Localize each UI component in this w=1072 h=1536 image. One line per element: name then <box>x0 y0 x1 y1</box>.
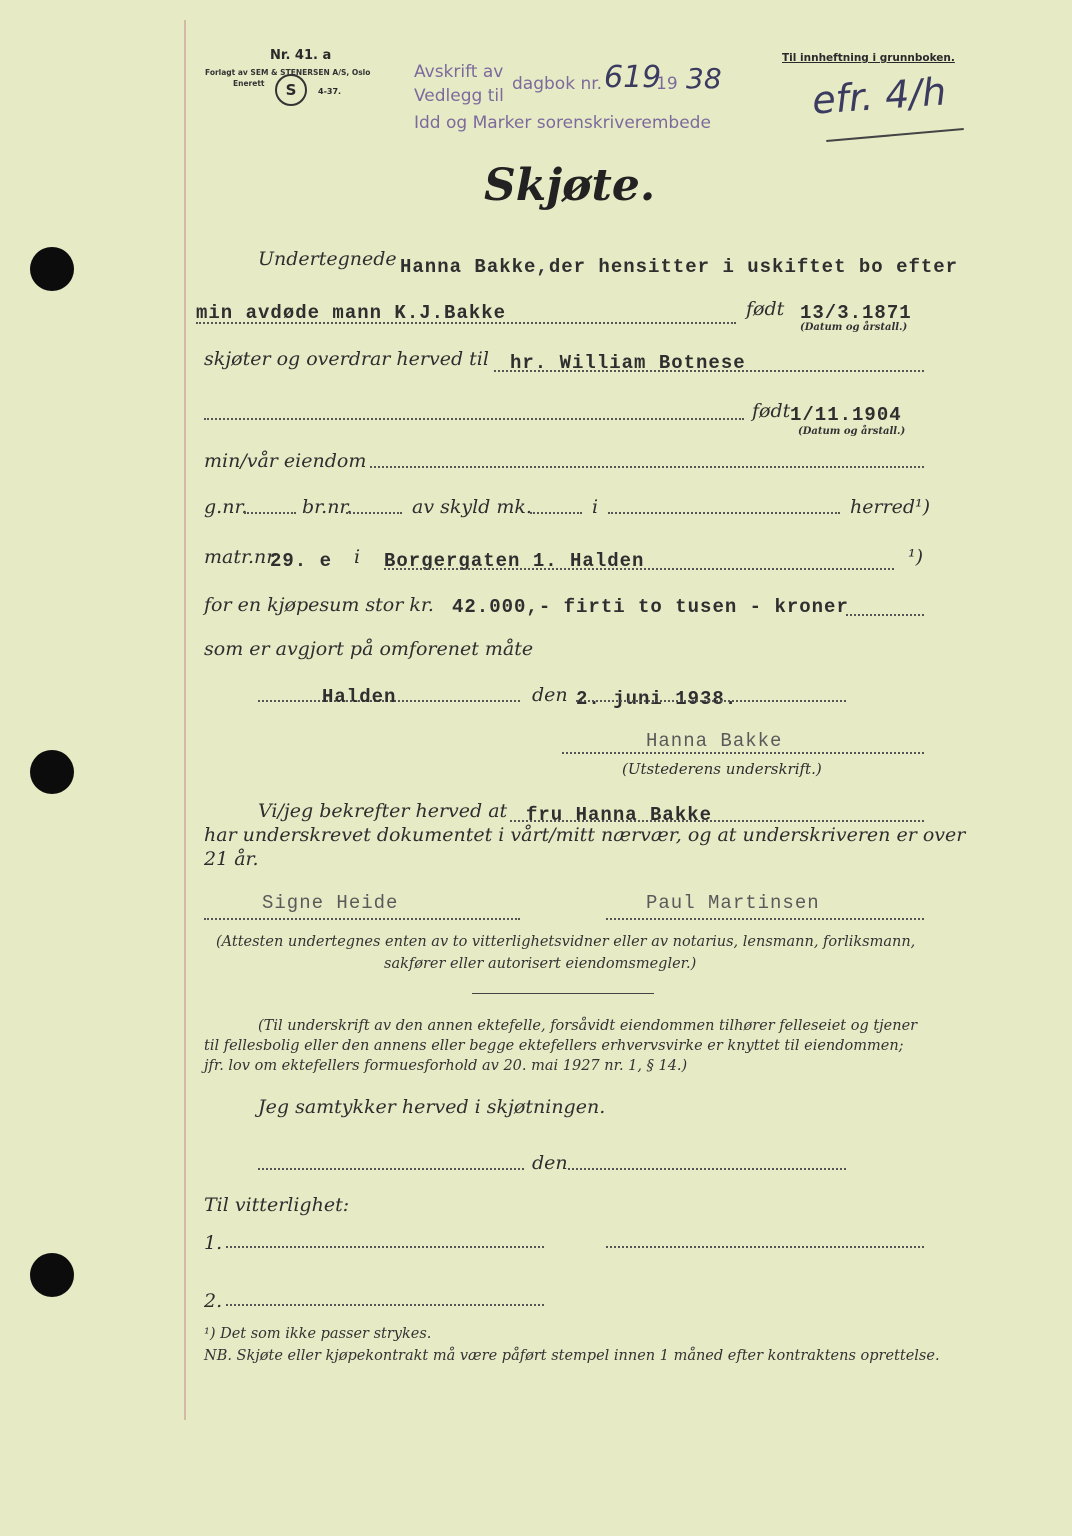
label-i: i <box>592 496 599 518</box>
publisher-line: Forlagt av SEM & STENERSEN A/S, Oslo <box>205 68 371 77</box>
text-21-ar: 21 år. <box>204 848 259 870</box>
dotted-line <box>370 466 924 468</box>
buyer-born: 1/11.1904 <box>790 404 902 426</box>
publisher-logo: S <box>275 74 307 106</box>
witness-label-1: 1. <box>204 1232 223 1254</box>
form-number: Nr. 41. a <box>270 48 332 63</box>
label-avgjort: som er avgjort på omforenet måte <box>204 638 534 660</box>
dotted-line <box>530 512 582 514</box>
label-bekrefter: Vi/jeg bekrefter herved at <box>258 800 508 822</box>
year-prefix: 19 <box>656 74 678 94</box>
footnote-ref: ¹) <box>908 546 924 568</box>
footnote-nb: NB. Skjøte eller kjøpekontrakt må være påført stempel innen 1 måned efter kontraktens oprettelse. <box>204 1348 940 1364</box>
ektefelle-note-1: (Til underskrift av den annen ektefelle, forsåvidt eiendommen tilhører felleseiet og tjener <box>258 1018 918 1034</box>
label-eiendom: min/vår eiendom <box>204 450 367 472</box>
label-vitterlighet: Til vitterlighet: <box>204 1194 350 1216</box>
ektefelle-note-3: jfr. lov om ektefellers formuesforhold av 20. mai 1927 nr. 1, § 14.) <box>204 1058 688 1074</box>
matr-number: 29. e <box>270 550 333 572</box>
edition: 4-37. <box>318 87 342 96</box>
label-matrnr: matr.nr <box>204 546 276 568</box>
document-title: Skjøte. <box>484 160 656 211</box>
label-brnr: br.nr. <box>302 496 353 518</box>
register-handwriting: efr. 4/h <box>810 69 948 123</box>
dotted-line <box>196 322 736 324</box>
dotted-line <box>346 512 402 514</box>
footnote-1: ¹) Det som ikke passer strykes. <box>204 1326 432 1342</box>
seller-line2: min avdøde mann K.J.Bakke <box>196 302 507 324</box>
seller-signature: Hanna Bakke <box>646 730 783 752</box>
datum-note-2: (Datum og årstall.) <box>798 426 906 437</box>
label-utsteder: (Utstederens underskrift.) <box>622 760 822 778</box>
label-herred: herred¹) <box>850 496 931 518</box>
margin-rule <box>184 20 186 1420</box>
label-skjoter: skjøter og overdrar herved til <box>204 348 489 370</box>
publisher-rights: Enerett <box>233 79 265 88</box>
stamp-avskrift: Avskrift av <box>414 62 504 82</box>
label-fodt: født <box>746 298 785 320</box>
buyer: hr. William Botnese <box>510 352 746 374</box>
stamp-vedlegg: Vedlegg til <box>414 86 504 106</box>
witness-label-2: 2. <box>204 1290 223 1312</box>
label-skyld: av skyld mk. <box>412 496 532 518</box>
label-den: den <box>532 684 568 706</box>
text-samtykker: Jeg samtykker herved i skjøtningen. <box>258 1096 606 1118</box>
label-den-2: den <box>532 1152 568 1174</box>
seller-line1: Hanna Bakke,der hensitter i uskiftet bo efter <box>400 256 959 278</box>
dotted-line <box>384 568 894 570</box>
attest-note-2: sakfører eller autorisert eiendomsmegler.) <box>384 956 697 972</box>
dotted-line <box>244 512 296 514</box>
dotted-line <box>606 918 924 920</box>
datum-note-1: (Datum og årstall.) <box>800 322 908 333</box>
dotted-line <box>204 418 744 420</box>
dotted-line <box>204 918 520 920</box>
punch-hole <box>30 1253 74 1297</box>
label-gnr: g.nr. <box>204 496 248 518</box>
register-note: Til innheftning i grunnboken. <box>782 52 955 64</box>
date: 2. juni 1938. <box>576 688 738 710</box>
price: 42.000,- firti to tusen - kroner <box>452 596 849 618</box>
stamp-office: Idd og Marker sorenskriverembede <box>414 113 711 133</box>
place: Halden <box>322 686 397 708</box>
label-i-2: i <box>354 546 361 568</box>
dotted-line <box>510 820 924 822</box>
label-undertegnede: Undertegnede <box>258 248 397 270</box>
witness-1-signature: Signe Heide <box>262 892 399 914</box>
witness-2-signature: Paul Martinsen <box>646 892 820 914</box>
label-kjopesum: for en kjøpesum stor kr. <box>204 594 434 616</box>
dotted-line <box>562 752 924 754</box>
seller-born: 13/3.1871 <box>800 302 912 324</box>
year-suffix: 38 <box>686 62 722 95</box>
punch-hole <box>30 247 74 291</box>
label-fodt-2: født <box>752 400 791 422</box>
handwriting-stroke <box>826 128 964 142</box>
confirmed-person: fru Hanna Bakke <box>526 804 713 826</box>
attest-note-1: (Attesten undertegnes enten av to vitterlighetsvidner eller av notarius, lensmann, forliksmann, <box>216 934 916 950</box>
ektefelle-note-2: til fellesbolig eller den annens eller begge ektefellers erhvervsvirke er knyttet til eiendommen; <box>204 1038 904 1054</box>
dotted-line <box>576 700 846 702</box>
punch-hole <box>30 750 74 794</box>
dagbok-number: 619 <box>604 60 662 95</box>
dotted-line <box>846 614 924 616</box>
dotted-line <box>606 1246 924 1248</box>
dotted-line <box>608 512 840 514</box>
dotted-line <box>226 1304 544 1306</box>
stamp-dagbok: dagbok nr. <box>512 74 603 94</box>
street: Borgergaten 1. Halden <box>384 550 645 572</box>
dotted-line <box>226 1246 544 1248</box>
dotted-line <box>568 1168 846 1170</box>
text-underskrevet: har underskrevet dokumentet i vårt/mitt nærvær, og at underskriveren er over <box>204 824 966 846</box>
dotted-line <box>258 1168 524 1170</box>
separator <box>472 993 654 994</box>
